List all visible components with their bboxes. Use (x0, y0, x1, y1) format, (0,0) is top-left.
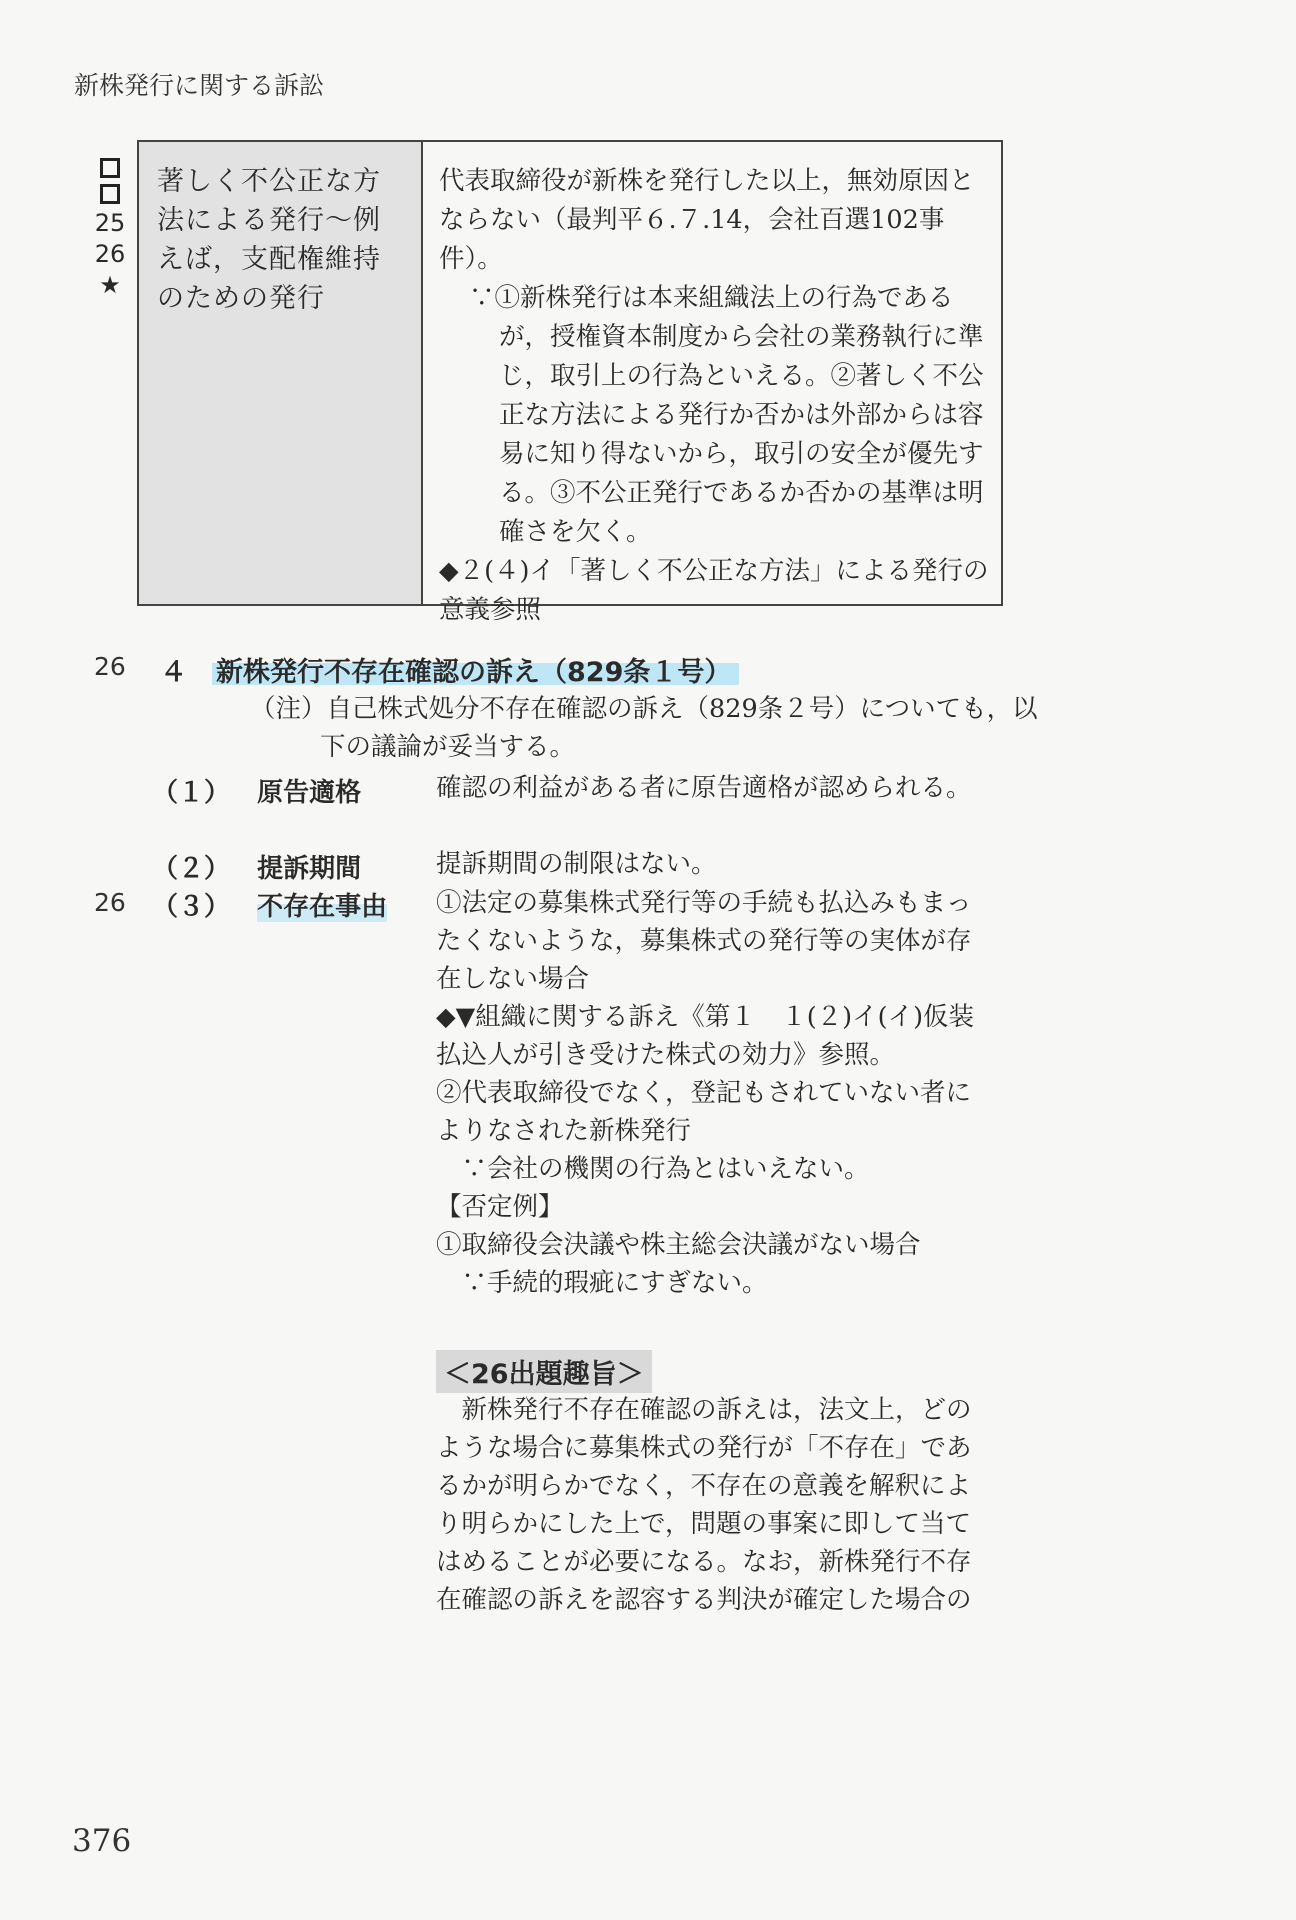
desc-line: ◆▼組織に関する訴え《第１ １(２)イ(イ)仮装払込人が引き受けた株式の効力》参照。 (436, 1002, 975, 1070)
checkbox-icon[interactable] (100, 158, 120, 178)
table-explanation-cell (423, 142, 1001, 625)
margin-year: 25 (94, 209, 126, 237)
margin-year: 26 (94, 240, 126, 268)
running-header: 新株発行に関する訴訟 (74, 71, 325, 100)
desc-line: 確認の利益がある者に原告適格が認められる。 (436, 773, 972, 803)
desc-line: ①取締役会決議や株主総会決議がない場合 (436, 1230, 921, 1260)
section-note: （注）自己株式処分不存在確認の訴え（829条２号）についても，以下の議論が妥当する。 (250, 694, 1038, 762)
table-line: ∵①新株発行は本来組織法上の行為であるが，授権資本制度から会社の業務執行に準じ，取引上の行為といえる。②著しく不公正な方法による発行か否かは外部からは容易に知り得ないから，取引の安全が優先する。③不公正発行であるか否かの基準は明確さを欠く。 (469, 283, 984, 547)
desc-line: ∵手続的瑕疵にすぎない。 (436, 1268, 768, 1298)
section-year-tag: 26 (94, 652, 126, 681)
table-line: ◆２(４)イ「著しく不公正な方法」による発行の意義参照 (439, 556, 989, 625)
desc-line: ∵会社の機関の行為とはいえない。 (436, 1154, 870, 1184)
subsection-heading (152, 848, 361, 885)
subsection-num: （１） (152, 778, 231, 808)
subsection-desc (436, 769, 996, 807)
subsection-heading (152, 886, 387, 923)
subsection-desc (436, 884, 996, 1302)
subsection-label: 原告適格 (257, 778, 362, 808)
case-table (137, 140, 1003, 625)
section-number: ４ (160, 657, 187, 688)
desc-line: ①法定の募集株式発行等の手続も払込みもまったくないような，募集株式の発行等の実体が存在しない場合 (436, 888, 972, 994)
margin-marks (92, 152, 128, 301)
subsection-year-tag: 26 (94, 888, 126, 917)
subsection-heading (152, 772, 361, 809)
desc-line: 提訴期間の制限はない。 (436, 849, 717, 879)
section-title (212, 650, 739, 689)
page-number: 376 (72, 1823, 132, 1859)
section-title-text: 新株発行不存在確認の訴え（829条１号） (212, 657, 739, 688)
subsection-desc (436, 845, 996, 883)
subsection-label: 提訴期間 (257, 854, 362, 884)
star-icon: ★ (99, 271, 121, 299)
subsection-num: （２） (152, 854, 231, 884)
subsection-label: 不存在事由 (257, 892, 388, 922)
desc-line: ②代表取締役でなく，登記もされていない者によりなされた新株発行 (436, 1078, 971, 1146)
table-issue-cell: 著しく不公正な方法による発行〜例えば，支配権維持のための発行 (139, 142, 423, 604)
exam-purpose-text: 新株発行不存在確認の訴えは，法文上，どのような場合に募集株式の発行が「不存在」であるかが明らかでなく，不存在の意義を解釈により明らかにした上で，問題の事案に即して当てはめることが必要になる。なお，新株発行不存在確認の訴えを認容する判決が確定した場合の (436, 1395, 972, 1615)
table-line: 代表取締役が新株を発行した以上，無効原因とならない（最判平６.７.14，会社百選102事件）。 (439, 166, 975, 274)
checkbox-icon[interactable] (100, 184, 120, 204)
desc-line: 【否定例】 (436, 1192, 564, 1222)
subsection-num: （３） (152, 892, 231, 922)
exam-purpose-title: ＜26出題趣旨＞ (436, 1350, 652, 1393)
